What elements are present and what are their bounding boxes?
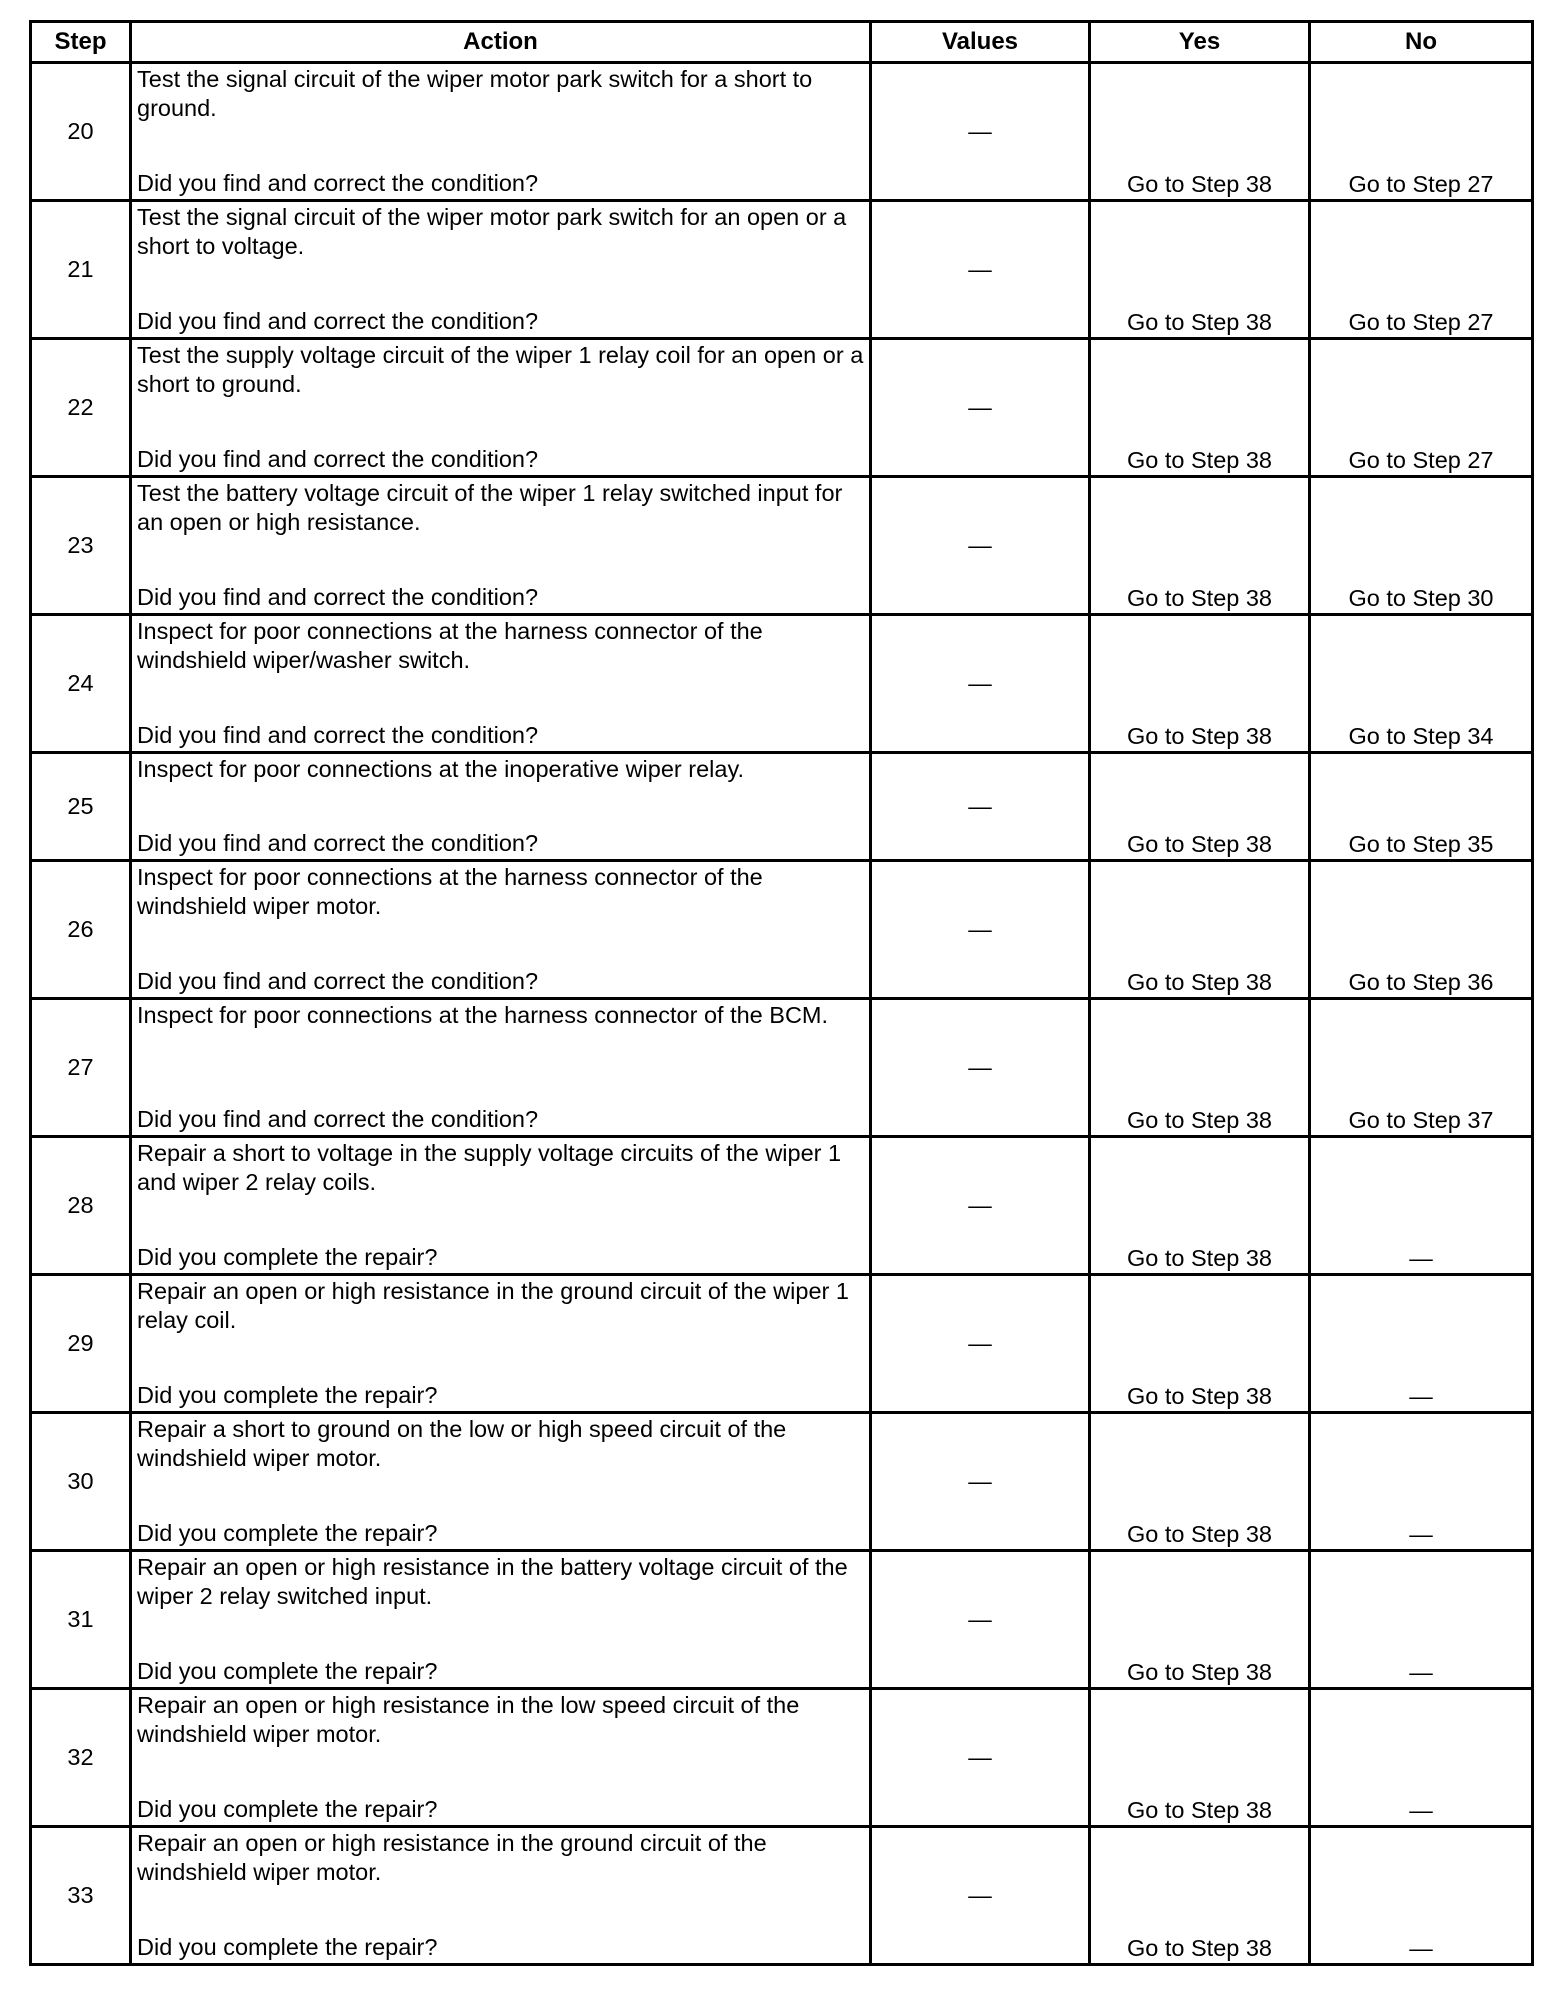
step-number: 25 [31, 753, 131, 861]
no-cell: — [1310, 1137, 1533, 1275]
step-number: 20 [31, 63, 131, 201]
header-yes: Yes [1090, 22, 1310, 63]
values-cell: — [871, 615, 1090, 753]
table-row [31, 1827, 1533, 1965]
yes-cell: Go to Step 38 [1090, 1137, 1310, 1275]
action-text: Repair a short to voltage in the supply voltage circuits of the wiper 1 and wiper 2 relay coils. [137, 1140, 842, 1195]
table-row [31, 999, 1533, 1137]
action-text: Repair an open or high resistance in the ground circuit of the wiper 1 relay coil. [137, 1278, 849, 1333]
action-cell [131, 477, 871, 615]
yes-cell: Go to Step 38 [1090, 477, 1310, 615]
step-number: 21 [31, 201, 131, 339]
table-row [31, 1689, 1533, 1827]
step-number: 26 [31, 861, 131, 999]
step-number: 28 [31, 1137, 131, 1275]
action-cell [131, 999, 871, 1137]
table-row [31, 339, 1533, 477]
header-step: Step [31, 22, 131, 63]
action-question: Did you find and correct the condition? [137, 1106, 539, 1132]
action-question: Did you find and correct the condition? [137, 830, 539, 856]
action-question: Did you find and correct the condition? [137, 584, 539, 610]
no-cell: Go to Step 34 [1310, 615, 1533, 753]
header-no: No [1310, 22, 1533, 63]
yes-cell: Go to Step 38 [1090, 339, 1310, 477]
yes-cell: Go to Step 38 [1090, 1275, 1310, 1413]
header-values: Values [871, 22, 1090, 63]
action-text: Inspect for poor connections at the inoperative wiper relay. [137, 756, 744, 782]
table-row [31, 1551, 1533, 1689]
yes-cell: Go to Step 38 [1090, 201, 1310, 339]
values-cell: — [871, 1689, 1090, 1827]
action-question: Did you complete the repair? [137, 1382, 438, 1408]
yes-cell: Go to Step 38 [1090, 861, 1310, 999]
action-question: Did you find and correct the condition? [137, 170, 539, 196]
yes-cell: Go to Step 38 [1090, 63, 1310, 201]
action-question: Did you complete the repair? [137, 1658, 438, 1684]
values-cell: — [871, 1551, 1090, 1689]
no-cell: — [1310, 1827, 1533, 1965]
step-number: 27 [31, 999, 131, 1137]
no-cell: Go to Step 27 [1310, 201, 1533, 339]
header-row [31, 22, 1533, 63]
step-number: 23 [31, 477, 131, 615]
values-cell: — [871, 1275, 1090, 1413]
step-number: 31 [31, 1551, 131, 1689]
values-cell: — [871, 1827, 1090, 1965]
action-cell [131, 861, 871, 999]
action-question: Did you find and correct the condition? [137, 968, 539, 994]
action-cell [131, 63, 871, 201]
values-cell: — [871, 201, 1090, 339]
action-cell [131, 615, 871, 753]
values-cell: — [871, 861, 1090, 999]
diagnostic-table [29, 20, 1534, 1966]
values-cell: — [871, 753, 1090, 861]
action-cell [131, 1827, 871, 1965]
no-cell: — [1310, 1551, 1533, 1689]
table-row [31, 615, 1533, 753]
values-cell: — [871, 477, 1090, 615]
table-row [31, 477, 1533, 615]
action-text: Repair a short to ground on the low or high speed circuit of the windshield wiper motor. [137, 1416, 787, 1471]
no-cell: Go to Step 35 [1310, 753, 1533, 861]
no-cell: Go to Step 27 [1310, 339, 1533, 477]
header-action: Action [131, 22, 871, 63]
no-cell: — [1310, 1275, 1533, 1413]
action-cell [131, 201, 871, 339]
values-cell: — [871, 63, 1090, 201]
no-cell: Go to Step 27 [1310, 63, 1533, 201]
table-row [31, 861, 1533, 999]
values-cell: — [871, 1137, 1090, 1275]
yes-cell: Go to Step 38 [1090, 1413, 1310, 1551]
step-number: 33 [31, 1827, 131, 1965]
action-question: Did you complete the repair? [137, 1934, 438, 1960]
table-row [31, 1137, 1533, 1275]
action-cell [131, 1689, 871, 1827]
table-row [31, 753, 1533, 861]
action-text: Test the supply voltage circuit of the wiper 1 relay coil for an open or a short to ground. [137, 342, 864, 397]
yes-cell: Go to Step 38 [1090, 1689, 1310, 1827]
table-row [31, 63, 1533, 201]
action-text: Repair an open or high resistance in the low speed circuit of the windshield wiper motor. [137, 1692, 800, 1747]
step-number: 32 [31, 1689, 131, 1827]
action-text: Inspect for poor connections at the harness connector of the windshield wiper/washer switch. [137, 618, 763, 673]
action-cell [131, 1137, 871, 1275]
table-row [31, 1275, 1533, 1413]
action-text: Repair an open or high resistance in the battery voltage circuit of the wiper 2 relay switched input. [137, 1554, 848, 1609]
action-text: Test the signal circuit of the wiper motor park switch for a short to ground. [137, 66, 813, 121]
no-cell: Go to Step 37 [1310, 999, 1533, 1137]
no-cell: Go to Step 36 [1310, 861, 1533, 999]
yes-cell: Go to Step 38 [1090, 1551, 1310, 1689]
action-text: Inspect for poor connections at the harness connector of the BCM. [137, 1002, 829, 1028]
action-question: Did you find and correct the condition? [137, 308, 539, 334]
no-cell: — [1310, 1689, 1533, 1827]
action-cell [131, 339, 871, 477]
action-question: Did you complete the repair? [137, 1796, 438, 1822]
action-question: Did you complete the repair? [137, 1520, 438, 1546]
yes-cell: Go to Step 38 [1090, 753, 1310, 861]
step-number: 30 [31, 1413, 131, 1551]
yes-cell: Go to Step 38 [1090, 1827, 1310, 1965]
action-text: Repair an open or high resistance in the ground circuit of the windshield wiper motor. [137, 1830, 767, 1885]
values-cell: — [871, 339, 1090, 477]
action-text: Test the battery voltage circuit of the wiper 1 relay switched input for an open or high resistance. [137, 480, 843, 535]
no-cell: — [1310, 1413, 1533, 1551]
yes-cell: Go to Step 38 [1090, 615, 1310, 753]
action-cell [131, 1413, 871, 1551]
step-number: 24 [31, 615, 131, 753]
table-row [31, 1413, 1533, 1551]
action-question: Did you find and correct the condition? [137, 722, 539, 748]
action-text: Test the signal circuit of the wiper motor park switch for an open or a short to voltage. [137, 204, 847, 259]
values-cell: — [871, 999, 1090, 1137]
action-question: Did you complete the repair? [137, 1244, 438, 1270]
yes-cell: Go to Step 38 [1090, 999, 1310, 1137]
action-question: Did you find and correct the condition? [137, 446, 539, 472]
no-cell: Go to Step 30 [1310, 477, 1533, 615]
step-number: 29 [31, 1275, 131, 1413]
action-cell [131, 1551, 871, 1689]
table-row [31, 201, 1533, 339]
action-cell [131, 1275, 871, 1413]
step-number: 22 [31, 339, 131, 477]
action-text: Inspect for poor connections at the harness connector of the windshield wiper motor. [137, 864, 763, 919]
values-cell: — [871, 1413, 1090, 1551]
action-cell [131, 753, 871, 861]
